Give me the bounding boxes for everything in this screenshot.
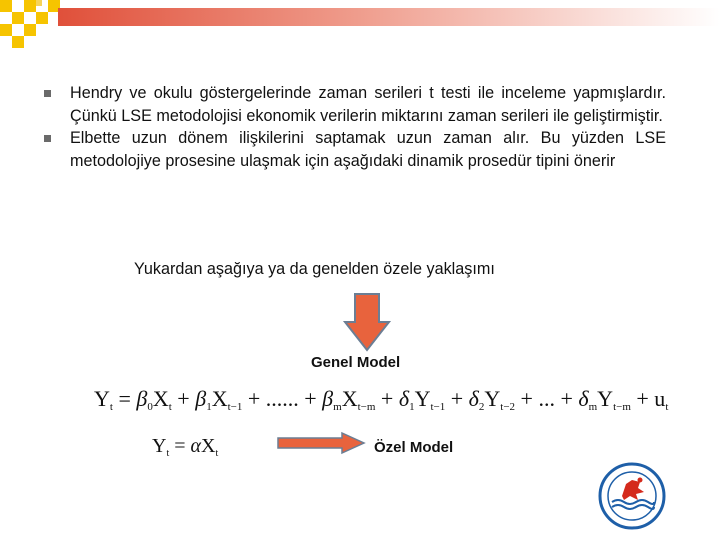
general-model-label: Genel Model	[311, 354, 401, 371]
svg-text:Yt = β0Xt + β1Xt−1 + ...... +: Yt = β0Xt + β1Xt−1 + ...... + βmXt−m + δ1Yt−1 + δ2Yt−2 + ... + δmYt−m + ut	[94, 386, 669, 413]
general-model-equation	[94, 380, 669, 416]
bullet-item	[44, 82, 666, 127]
bullet-item	[44, 127, 666, 172]
bullet-text: Elbette uzun dönem ilişkilerini saptamak uzun zaman alır. Bu yüzden LSE metodolojiye prosesine ulaşmak için aşağıdaki dinamik prosedür tipini önerir	[70, 129, 666, 170]
svg-text:Yt = αXt: $Y_t = \alpha X_t$	[152, 435, 219, 459]
bullet-text: Hendry ve okulu göstergelerinde zaman serileri t testi ile inceleme yapmışlardır. Çünkü LSE metodolojisi ekonomik verilerin miktarını zaman serileri ile geliştirmiştir.	[70, 84, 666, 125]
header-decoration	[0, 0, 720, 60]
bullet-list	[44, 82, 666, 172]
bullet-square-icon	[44, 135, 51, 142]
special-model-label: Özel Model	[374, 439, 454, 456]
right-arrow-icon	[276, 432, 366, 454]
down-arrow-icon	[343, 292, 391, 352]
bullet-square-icon	[44, 90, 51, 97]
university-logo-icon	[598, 462, 666, 530]
special-model-equation	[150, 430, 270, 462]
approach-heading: Yukardan aşağıya ya da genelden özele yaklaşımı	[134, 260, 495, 278]
